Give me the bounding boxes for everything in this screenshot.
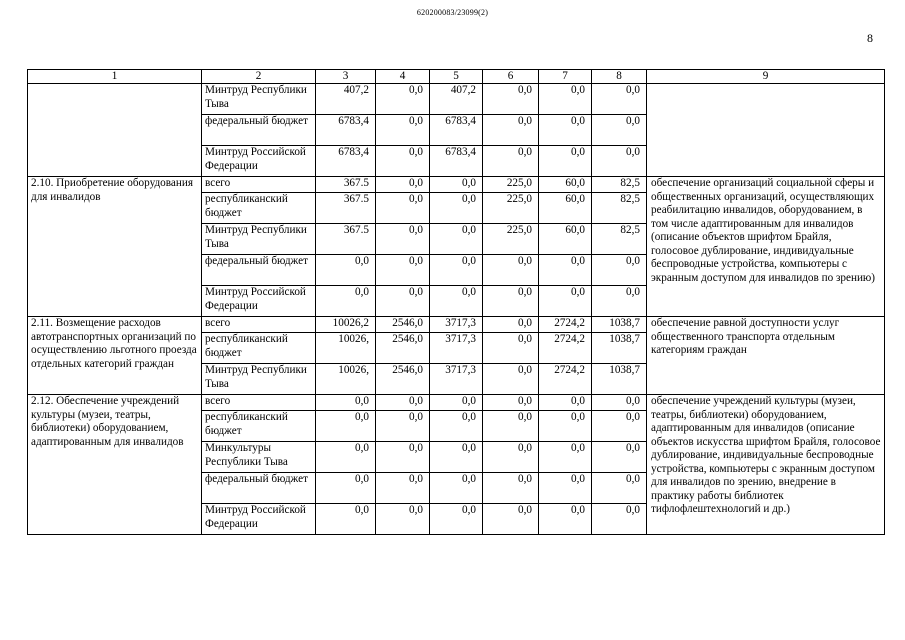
column-number: 6 [483,70,539,84]
amount-cell: 225,0 [483,224,539,255]
amount-cell: 0,0 [592,115,647,146]
amount-cell: 0,0 [539,504,592,535]
funding-source: Минкультуры Республики Тыва [202,442,316,473]
amount-cell: 0,0 [376,84,430,115]
amount-cell: 0,0 [483,473,539,504]
event-name: 2.10. Приобретение оборудования для инвалидов [28,177,202,317]
event-name: 2.11. Возмещение расходов автотранспортных организаций по осуществлению льготного проезда отдельных категорий граждан [28,317,202,395]
funding-source: республиканский бюджет [202,193,316,224]
amount-cell: 0,0 [483,286,539,317]
amount-cell: 0,0 [592,286,647,317]
amount-cell: 0,0 [539,442,592,473]
amount-cell: 0,0 [376,193,430,224]
amount-cell: 0,0 [483,317,539,333]
amount-cell: 0,0 [483,442,539,473]
amount-cell: 2724,2 [539,364,592,395]
amount-cell: 0,0 [316,411,376,442]
amount-cell: 0,0 [376,411,430,442]
column-number: 2 [202,70,316,84]
amount-cell: 0,0 [592,84,647,115]
column-number: 3 [316,70,376,84]
amount-cell: 0,0 [316,442,376,473]
amount-cell: 0,0 [376,177,430,193]
amount-cell: 6783,4 [316,146,376,177]
funding-source: республиканский бюджет [202,411,316,442]
document-code: 620200083/23099(2) [416,8,489,17]
amount-cell: 60,0 [539,177,592,193]
page-number: 8 [867,31,873,45]
amount-cell: 367.5 [316,177,376,193]
amount-cell: 0,0 [376,442,430,473]
amount-cell: 10026, [316,333,376,364]
amount-cell: 0,0 [539,146,592,177]
expected-result: обеспечение учреждений культуры (музеи, театры, библиотеки) оборудованием, адаптированным для инвалидов (описание объектов искусства шрифтом Брайля, голосовое дублирование, индивидуальные беспроводные устройства, компьютеры с экранным доступом для инвалидов по зрению, внедрение в практику работы библиотек тифлофлештехнологий и др.) [647,395,885,535]
amount-cell: 0,0 [430,193,483,224]
amount-cell: 0,0 [430,286,483,317]
amount-cell: 0,0 [483,255,539,286]
amount-cell: 2546,0 [376,364,430,395]
amount-cell: 82,5 [592,177,647,193]
funding-source: Минтруд Республики Тыва [202,84,316,115]
amount-cell: 0,0 [483,395,539,411]
funding-source: всего [202,317,316,333]
amount-cell: 0,0 [430,504,483,535]
amount-cell: 0,0 [316,473,376,504]
amount-cell: 0,0 [483,411,539,442]
table-row [28,84,885,115]
funding-source: Минтруд Республики Тыва [202,224,316,255]
amount-cell: 6783,4 [316,115,376,146]
amount-cell: 0,0 [376,255,430,286]
amount-cell: 3717,3 [430,317,483,333]
funding-source: всего [202,395,316,411]
amount-cell: 0,0 [592,395,647,411]
amount-cell: 0,0 [539,286,592,317]
amount-cell: 0,0 [316,255,376,286]
amount-cell: 0,0 [376,286,430,317]
amount-cell: 367.5 [316,193,376,224]
amount-cell: 0,0 [483,115,539,146]
amount-cell: 0,0 [430,177,483,193]
amount-cell: 0,0 [316,286,376,317]
amount-cell: 1038,7 [592,333,647,364]
column-number: 4 [376,70,430,84]
amount-cell: 0,0 [430,255,483,286]
amount-cell: 0,0 [376,473,430,504]
amount-cell: 0,0 [539,115,592,146]
amount-cell: 0,0 [592,255,647,286]
amount-cell: 2724,2 [539,333,592,364]
table-row [28,317,885,333]
amount-cell: 367.5 [316,224,376,255]
funding-source: Минтруд Республики Тыва [202,364,316,395]
program-table [27,69,885,535]
amount-cell: 0,0 [483,333,539,364]
amount-cell: 3717,3 [430,333,483,364]
funding-source: всего [202,177,316,193]
amount-cell: 82,5 [592,193,647,224]
amount-cell: 0,0 [592,473,647,504]
column-number: 9 [647,70,885,84]
amount-cell: 0,0 [592,442,647,473]
amount-cell: 0,0 [483,84,539,115]
amount-cell: 0,0 [592,146,647,177]
column-number: 7 [539,70,592,84]
amount-cell: 0,0 [430,224,483,255]
amount-cell: 0,0 [316,504,376,535]
amount-cell: 407,2 [430,84,483,115]
amount-cell: 0,0 [430,395,483,411]
amount-cell: 10026, [316,364,376,395]
amount-cell: 0,0 [376,146,430,177]
amount-cell: 2724,2 [539,317,592,333]
amount-cell: 2546,0 [376,317,430,333]
amount-cell: 60,0 [539,193,592,224]
amount-cell: 0,0 [539,84,592,115]
table-row [28,177,885,193]
amount-cell: 0,0 [376,115,430,146]
column-number: 1 [28,70,202,84]
amount-cell: 0,0 [376,504,430,535]
funding-source: Минтруд Российской Федерации [202,146,316,177]
amount-cell: 82,5 [592,224,647,255]
table-row [28,395,885,411]
amount-cell: 60,0 [539,224,592,255]
column-number: 5 [430,70,483,84]
funding-source: Минтруд Российской Федерации [202,504,316,535]
amount-cell: 0,0 [376,395,430,411]
event-name-cell [28,84,202,177]
amount-cell: 407,2 [316,84,376,115]
amount-cell: 0,0 [430,442,483,473]
amount-cell: 1038,7 [592,364,647,395]
funding-source: федеральный бюджет [202,115,316,146]
amount-cell: 0,0 [592,504,647,535]
amount-cell: 0,0 [316,395,376,411]
amount-cell: 0,0 [483,504,539,535]
amount-cell: 225,0 [483,193,539,224]
amount-cell: 1038,7 [592,317,647,333]
amount-cell: 2546,0 [376,333,430,364]
event-name: 2.12. Обеспечение учреждений культуры (музеи, театры, библиотеки) оборудованием, адаптированным для инвалидов [28,395,202,535]
funding-source: Минтруд Российской Федерации [202,286,316,317]
amount-cell: 0,0 [539,411,592,442]
amount-cell: 0,0 [430,473,483,504]
expected-result-cell [647,84,885,177]
amount-cell: 0,0 [376,224,430,255]
funding-source: республиканский бюджет [202,333,316,364]
amount-cell: 0,0 [430,411,483,442]
expected-result: обеспечение организаций социальной сферы и общественных организаций, осуществляющих реабилитацию инвалидов, оборудованием, в том числе адаптированным для инвалидов (описание объектов шрифтом Брайля, голосовое дублирование, индивидуальные беспроводные устройства, компьютеры с экранным доступом для инвалидов по зрению) [647,177,885,317]
amount-cell: 10026,2 [316,317,376,333]
amount-cell: 0,0 [539,473,592,504]
column-number: 8 [592,70,647,84]
amount-cell: 6783,4 [430,115,483,146]
expected-result: обеспечение равной доступности услуг общественного транспорта отдельным категориям граждан [647,317,885,395]
amount-cell: 0,0 [592,411,647,442]
amount-cell: 225,0 [483,177,539,193]
amount-cell: 0,0 [483,364,539,395]
column-number-row [28,70,885,84]
amount-cell: 6783,4 [430,146,483,177]
amount-cell: 3717,3 [430,364,483,395]
funding-source: федеральный бюджет [202,473,316,504]
funding-source: федеральный бюджет [202,255,316,286]
amount-cell: 0,0 [483,146,539,177]
amount-cell: 0,0 [539,255,592,286]
amount-cell: 0,0 [539,395,592,411]
